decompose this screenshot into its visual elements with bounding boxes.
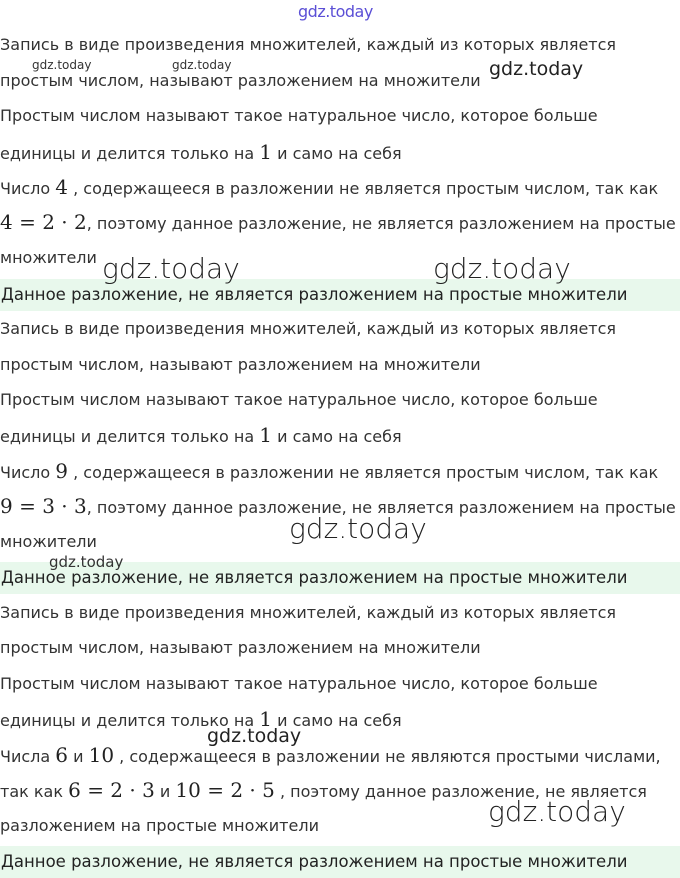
watermark-text: gdz.today (298, 2, 373, 21)
reason-line-2: так как 6 = 2 · 3 и 10 = 2 · 5 , поэтому данное разложение, не является (0, 778, 647, 802)
reason-line-1: Число 9 , содержащееся в разложении не является простым числом, так как (0, 459, 659, 483)
answer-box: Данное разложение, не является разложением на простые множители (0, 846, 680, 878)
prime-definition-line-1: Простым числом называют такое натуральное число, которое больше (0, 106, 598, 125)
definition-line-1: Запись в виде произведения множителей, каждый из которых является (0, 603, 617, 622)
watermark-text: gdz.today (172, 58, 232, 72)
prime-definition-line-2: единицы и делится только на 1 и само на себя (0, 707, 402, 731)
watermark-text: gdz.today (49, 553, 124, 571)
reason-line-1: Число 4 , содержащееся в разложении не является простым числом, так как (0, 175, 659, 199)
answer-box: Данное разложение, не является разложением на простые множители (0, 562, 680, 594)
reason-line-2: 9 = 3 · 3, поэтому данное разложение, не является разложением на простые (0, 494, 676, 518)
prime-definition-line-2: единицы и делится только на 1 и само на себя (0, 423, 402, 447)
watermark-text: gdz.today (207, 725, 302, 747)
watermark-text: gdz.today (433, 252, 571, 285)
watermark-text: gdz.today (289, 512, 427, 545)
reason-line-1: Числа 6 и 10 , содержащееся в разложении не являются простыми числами, (0, 743, 661, 767)
prime-definition-line-2: единицы и делится только на 1 и само на себя (0, 140, 402, 164)
reason-line-3: множители (0, 248, 97, 267)
definition-line-1: Запись в виде произведения множителей, каждый из которых является (0, 35, 617, 54)
watermark-text: gdz.today (488, 795, 626, 828)
watermark-text: gdz.today (32, 58, 92, 72)
answer-box: Данное разложение, не является разложением на простые множители (0, 279, 680, 311)
reason-line-2: 4 = 2 · 2, поэтому данное разложение, не является разложением на простые (0, 210, 676, 234)
definition-line-2: простым числом, называют разложением на множители (0, 638, 481, 657)
definition-line-2: простым числом, называют разложением на множители (0, 355, 481, 374)
watermark-text: gdz.today (102, 252, 240, 285)
prime-definition-line-1: Простым числом называют такое натуральное число, которое больше (0, 674, 598, 693)
definition-line-1: Запись в виде произведения множителей, каждый из которых является (0, 319, 617, 338)
reason-line-3: разложением на простые множители (0, 816, 319, 835)
watermark-text: gdz.today (489, 58, 584, 80)
reason-line-3: множители (0, 532, 97, 551)
definition-line-2: простым числом, называют разложением на множители (0, 71, 481, 90)
prime-definition-line-1: Простым числом называют такое натуральное число, которое больше (0, 390, 598, 409)
